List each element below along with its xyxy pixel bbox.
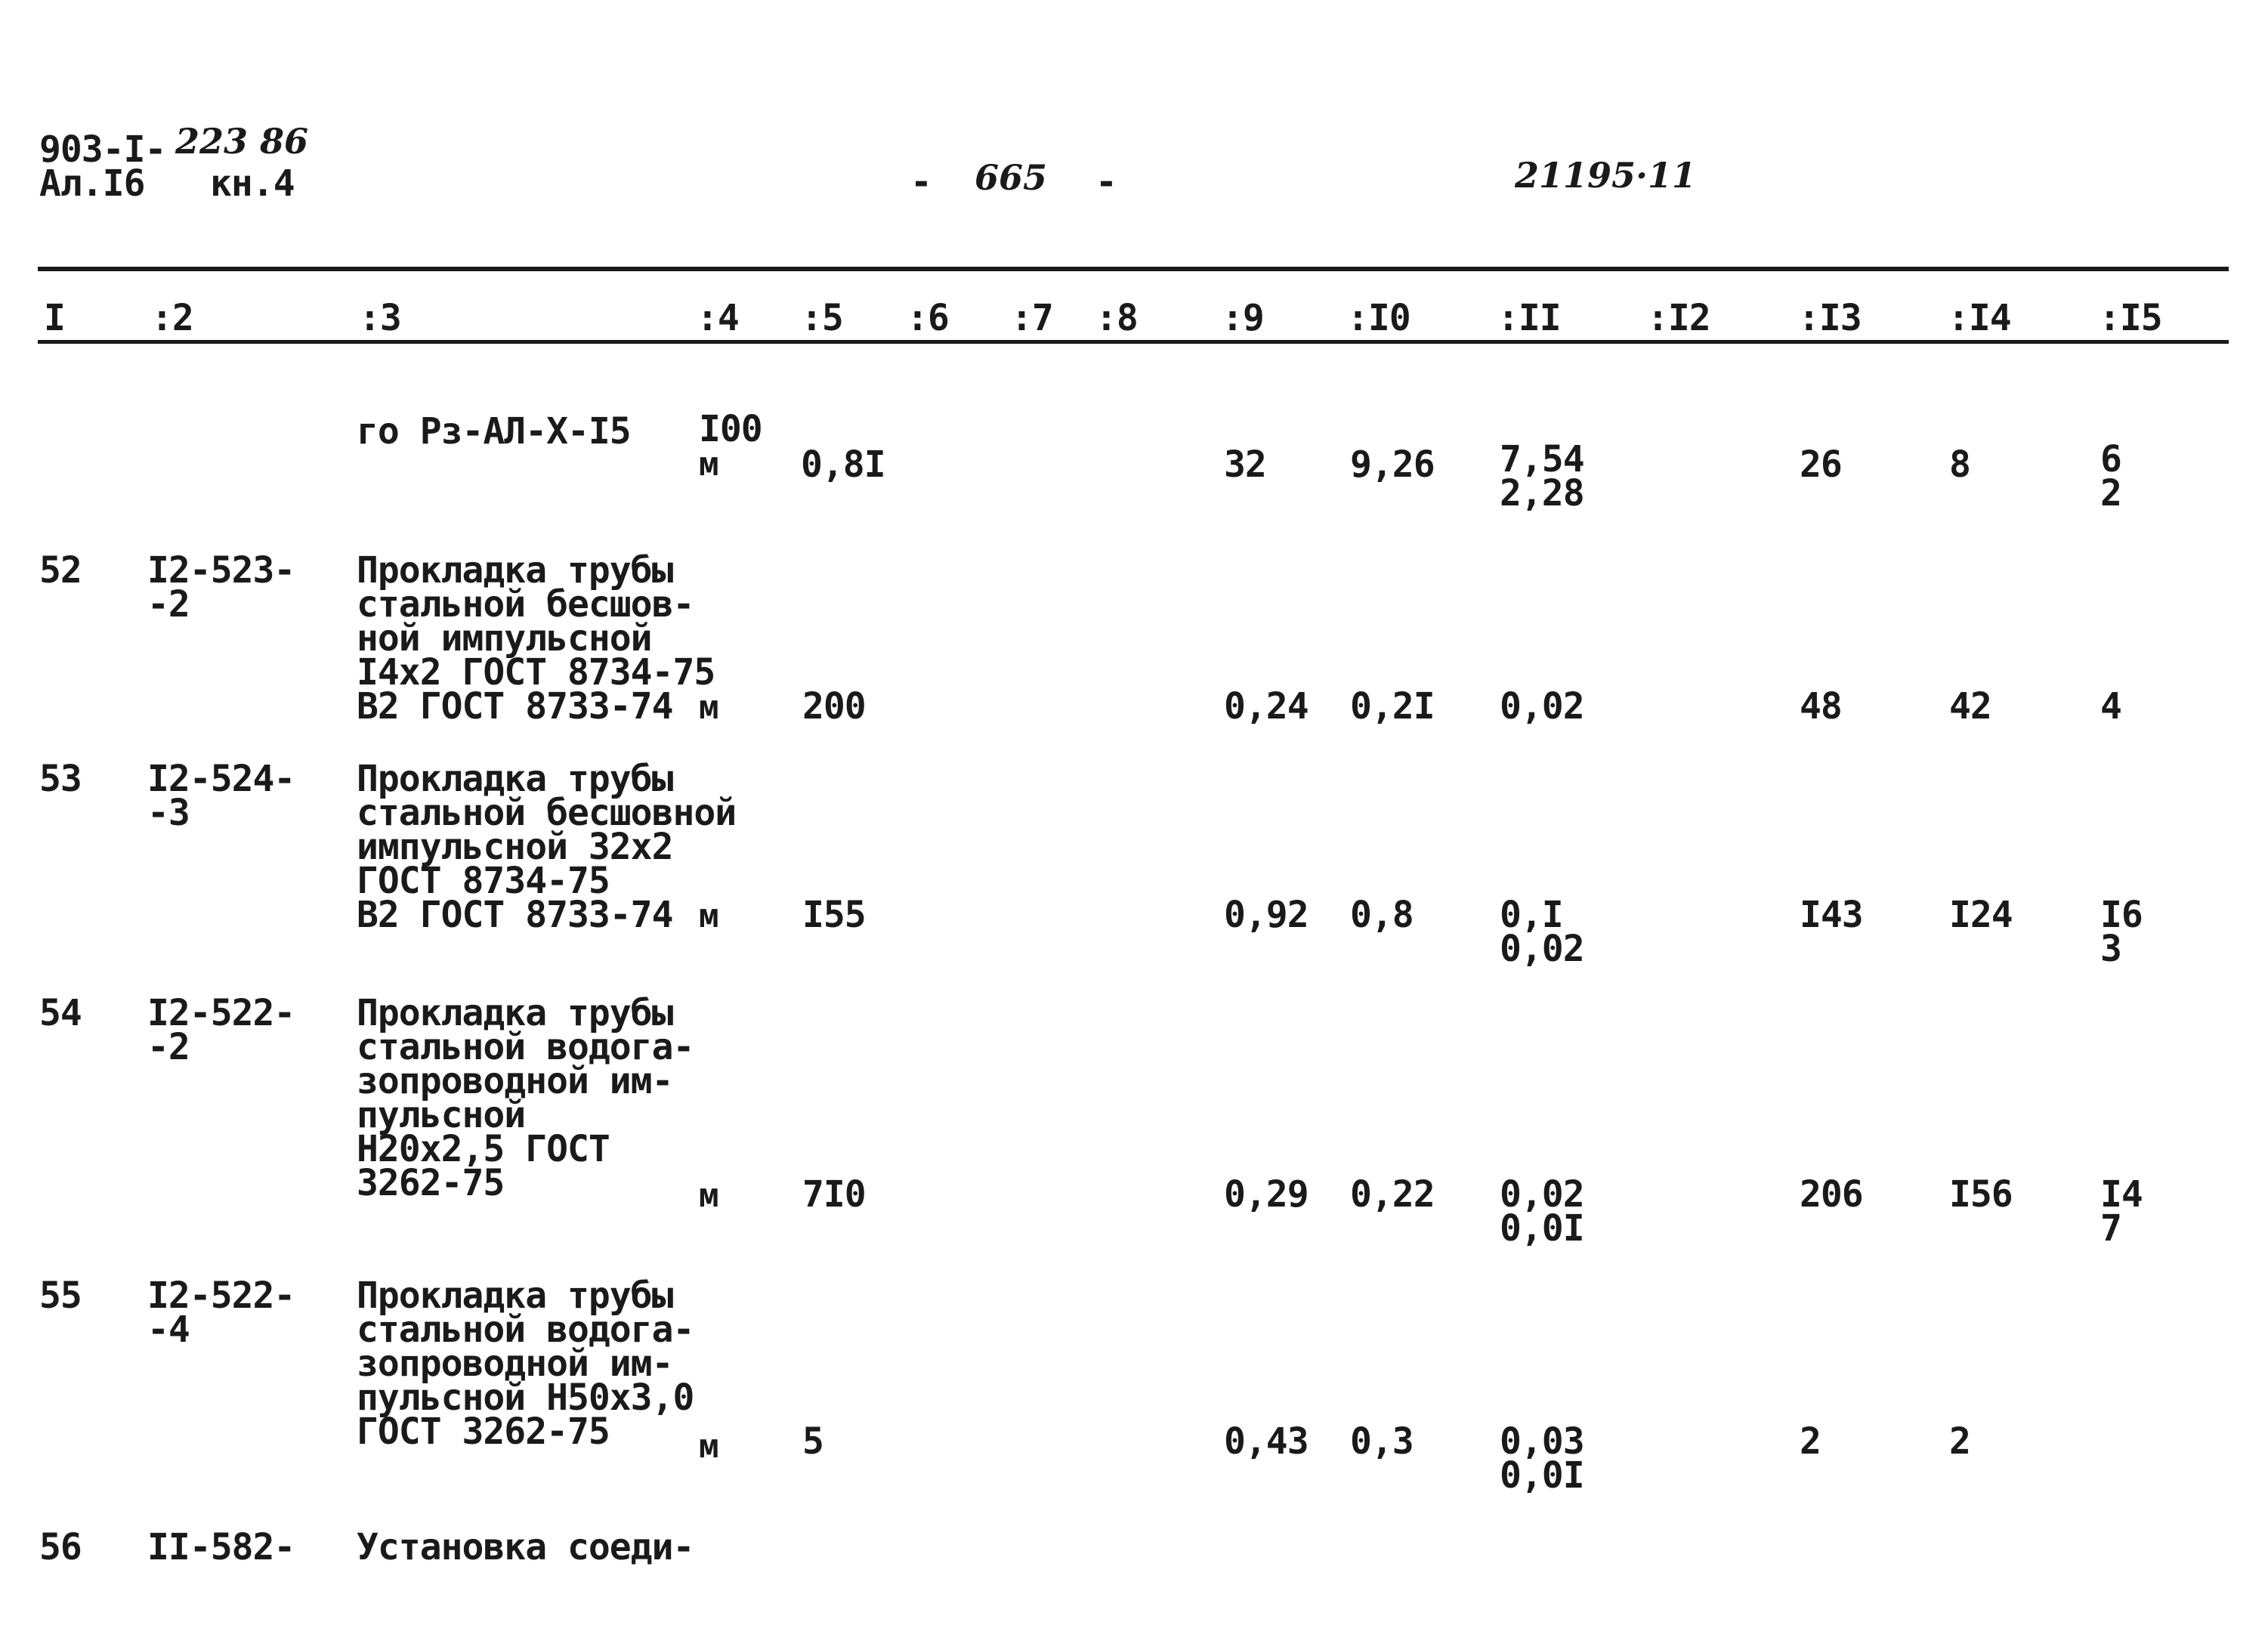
row-col11: 2,28 — [1500, 472, 1584, 514]
row-code: -2 — [147, 583, 190, 626]
row-col5: 7I0 — [802, 1173, 866, 1216]
row-description: импульсной 32x2 — [357, 826, 673, 868]
row-description: стальной водога- — [357, 1026, 694, 1068]
row-code: -2 — [147, 1026, 190, 1068]
album-label: Ал.I6 — [39, 162, 145, 205]
row-number: 56 — [39, 1526, 82, 1568]
row-code: I2-524- — [147, 758, 295, 800]
row-col15: I4 — [2100, 1173, 2143, 1216]
row-description: стальной водога- — [357, 1309, 694, 1351]
row-description: I4x2 ГОСТ 8734-75 — [357, 651, 715, 694]
row-description: В2 ГОСТ 8733-74 — [357, 894, 673, 936]
column-header-14: :I4 — [1948, 297, 2011, 339]
row-col14: 42 — [1949, 685, 1991, 728]
row-col11: 0,0I — [1500, 1207, 1584, 1250]
row-col11: 0,03 — [1500, 1420, 1584, 1463]
row-unit: м — [699, 688, 718, 727]
row-col10: 0,22 — [1350, 1173, 1435, 1216]
row-number: 52 — [39, 549, 82, 592]
row-col10: 0,3 — [1350, 1420, 1414, 1463]
column-header-9: :9 — [1222, 297, 1264, 339]
column-header-8: :8 — [1095, 297, 1138, 339]
row-col9: 32 — [1224, 443, 1266, 486]
page-dash-left: - — [910, 161, 932, 203]
row-description: Н20x2,5 ГОСТ — [357, 1128, 610, 1170]
doc-code-handwritten: 223 86 — [175, 121, 309, 162]
row-col15: 3 — [2100, 928, 2121, 970]
column-header-4: :4 — [697, 297, 739, 339]
row-description: ГОСТ 8734-75 — [357, 860, 610, 902]
row-col10: 0,2I — [1350, 685, 1435, 728]
column-header-7: :7 — [1011, 297, 1053, 339]
row-col15: I6 — [2100, 894, 2143, 936]
header-bottom-rule — [38, 340, 2229, 344]
row-col13: I43 — [1800, 894, 1863, 936]
row-col13: 48 — [1800, 685, 1842, 728]
row-col10: 0,8 — [1350, 894, 1414, 936]
row-col9: 0,43 — [1224, 1420, 1309, 1463]
row-code: I2-522- — [147, 1275, 295, 1317]
row-description: Установка соеди- — [357, 1526, 694, 1568]
row-col13: 2 — [1800, 1420, 1821, 1463]
row-description: ной импульсной — [357, 617, 652, 660]
column-header-10: :I0 — [1347, 297, 1411, 339]
page-number: 665 — [975, 157, 1048, 198]
row-col13: 26 — [1800, 443, 1842, 486]
row-col15: 4 — [2100, 685, 2121, 728]
row-unit: м — [699, 1427, 718, 1466]
row-unit: м — [699, 1176, 718, 1215]
row-number: 53 — [39, 758, 82, 800]
row-description: ГОСТ 3262-75 — [357, 1411, 610, 1453]
column-header-3: :3 — [359, 297, 401, 339]
row-number: 55 — [39, 1275, 82, 1317]
row-col9: 0,24 — [1224, 685, 1309, 728]
row-description: зопроводной им- — [357, 1343, 673, 1385]
column-header-2: :2 — [151, 297, 193, 339]
row-code: I2-523- — [147, 549, 295, 592]
row-col14: I56 — [1949, 1173, 2013, 1216]
row-col15: 2 — [2100, 472, 2121, 514]
row-code: I2-522- — [147, 992, 295, 1034]
row-col5: 5 — [802, 1420, 823, 1463]
column-header-11: :II — [1497, 297, 1561, 339]
row-description: Прокладка трубы — [357, 992, 673, 1034]
row-number: 54 — [39, 992, 82, 1034]
book-label: кн.4 — [210, 162, 295, 205]
top-rule — [38, 267, 2229, 271]
column-header-13: :I3 — [1798, 297, 1862, 339]
row-col11: 0,02 — [1500, 928, 1584, 970]
row-unit: м — [699, 897, 718, 935]
row-col11: 0,02 — [1500, 685, 1584, 728]
column-header-6: :6 — [907, 297, 949, 339]
column-header-1: I — [44, 297, 65, 339]
row-description: го Рз-АЛ-Х-I5 — [357, 410, 631, 453]
row-col5: 200 — [802, 685, 866, 728]
column-header-12: :I2 — [1647, 297, 1710, 339]
row-col9: 0,92 — [1224, 894, 1309, 936]
row-code: -4 — [147, 1309, 190, 1351]
page-dash-right: - — [1095, 161, 1117, 203]
row-description: пульсной — [357, 1094, 526, 1136]
row-col10: 9,26 — [1350, 443, 1435, 486]
row-col14: 2 — [1949, 1420, 1970, 1463]
row-col15: 7 — [2100, 1207, 2121, 1250]
row-col9: 0,29 — [1224, 1173, 1309, 1216]
row-col11: 7,54 — [1500, 438, 1584, 481]
row-col14: I24 — [1949, 894, 2013, 936]
row-col13: 206 — [1800, 1173, 1863, 1216]
row-code: -3 — [147, 792, 190, 834]
row-unit: м — [699, 445, 718, 484]
row-col5: I55 — [802, 894, 866, 936]
row-col5: 0,8I — [801, 443, 885, 486]
row-description: 3262-75 — [357, 1162, 505, 1204]
row-description: стальной бесшовной — [357, 792, 737, 834]
doc-code: 903-I- — [39, 128, 166, 171]
row-description: зопроводной им- — [357, 1060, 673, 1102]
row-code: II-582- — [147, 1526, 295, 1568]
row-unit: I00 — [699, 408, 762, 450]
row-col11: 0,0I — [1500, 1454, 1584, 1497]
row-description: Прокладка трубы — [357, 1275, 673, 1317]
row-description: Прокладка трубы — [357, 549, 673, 592]
row-description: пульсной Н50x3,0 — [357, 1377, 694, 1419]
row-description: Прокладка трубы — [357, 758, 673, 800]
row-description: стальной бесшов- — [357, 583, 694, 626]
archive-number: 21195·11 — [1515, 155, 1697, 196]
column-header-5: :5 — [801, 297, 843, 339]
row-col14: 8 — [1949, 443, 1970, 486]
row-col11: 0,I — [1500, 894, 1563, 936]
row-description: В2 ГОСТ 8733-74 — [357, 685, 673, 728]
row-col15: 6 — [2100, 438, 2121, 481]
column-header-15: :I5 — [2099, 297, 2162, 339]
row-col11: 0,02 — [1500, 1173, 1584, 1216]
